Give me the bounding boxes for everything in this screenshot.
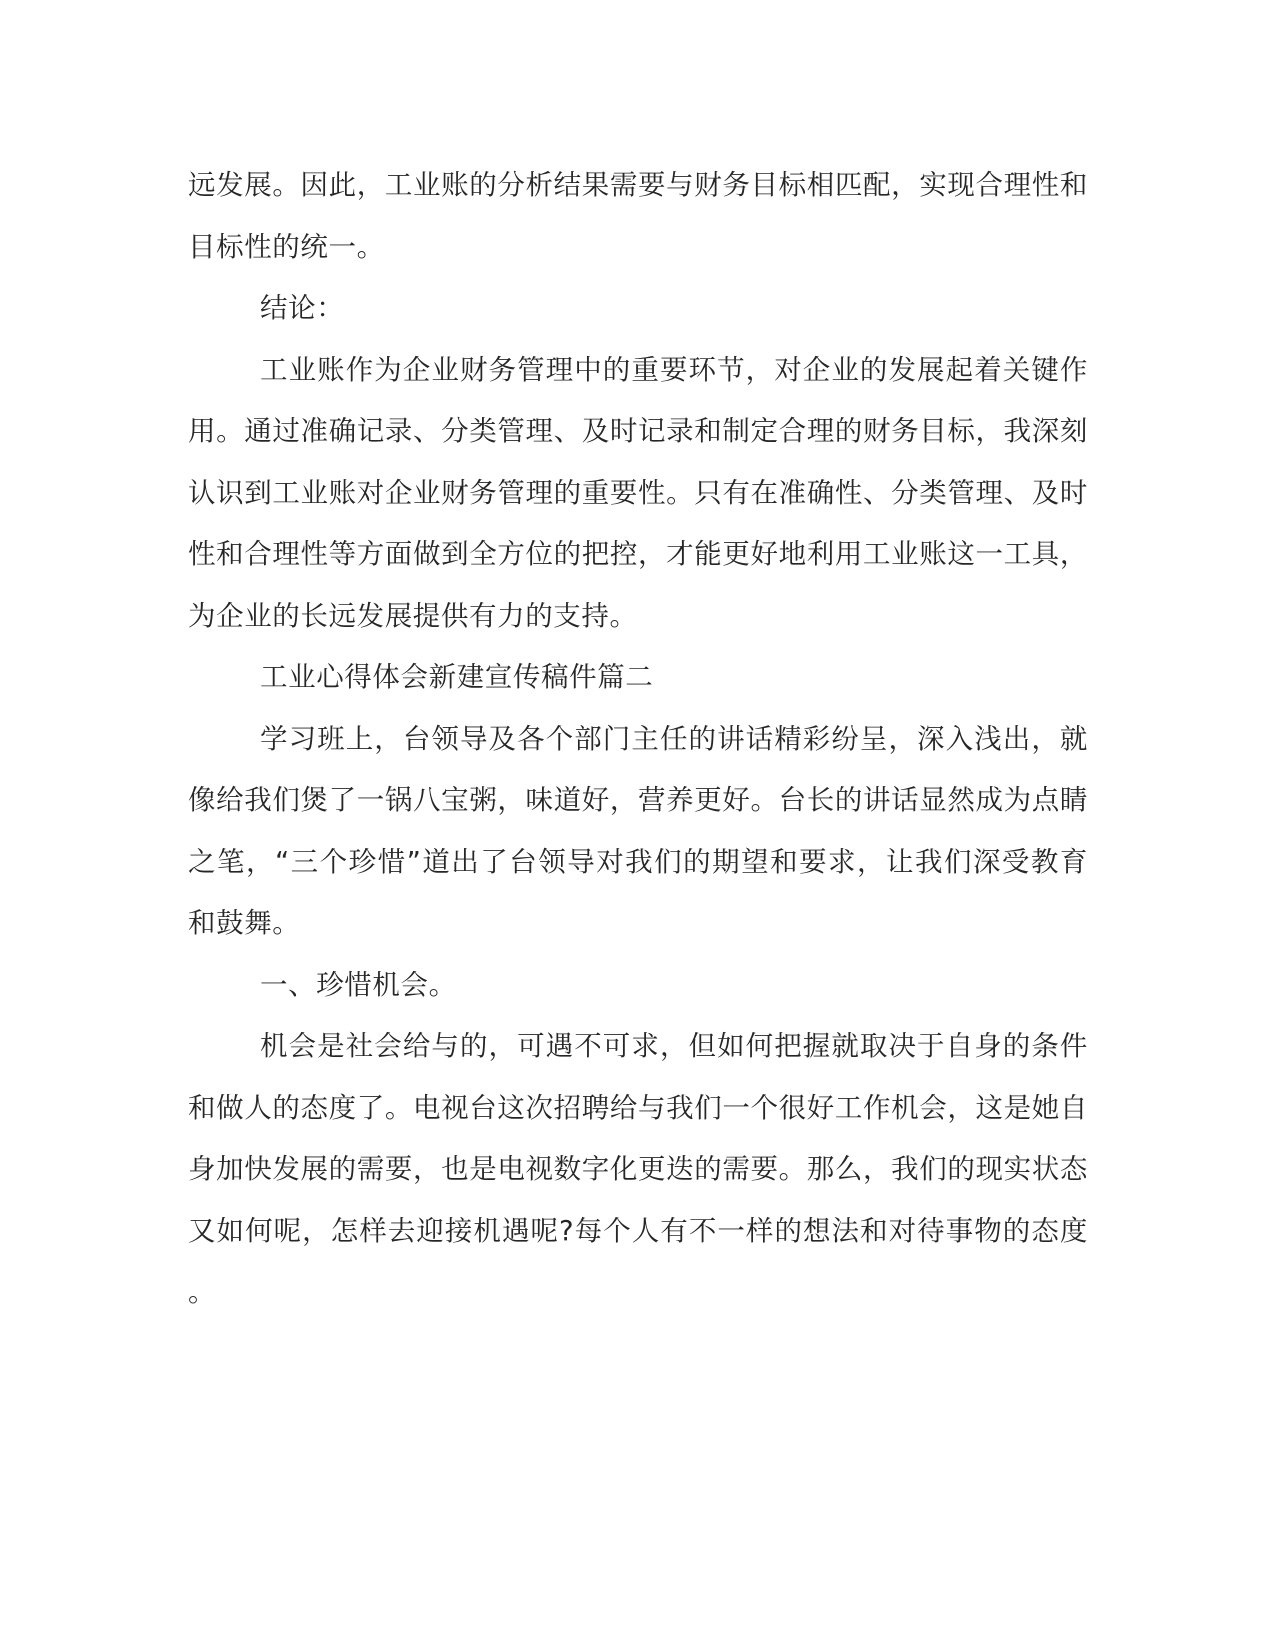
paragraph-intro: 学习班上，台领导及各个部门主任的讲话精彩纷呈，深入浅出，就像给我们煲了一锅八宝粥，味道好，营养更好。台长的讲话显然成为点睛之笔，“三个珍惜”道出了台领导对我们的期望和要求，让我们深受教育和鼓舞。: [188, 722, 1088, 939]
document-body: [188, 155, 1088, 1324]
paragraph-opportunity: 机会是社会给与的，可遇不可求，但如何把握就取决于自身的条件和做人的态度了。电视台这次招聘给与我们一个很好工作机会，这是她自身加快发展的需要，也是电视数字化更迭的需要。那么，我们的现实状态又如何呢，怎样去迎接机遇呢?每个人有不一样的想法和对待事物的态度。: [188, 1030, 1088, 1308]
paragraph-conclusion-heading: 结论：: [260, 292, 345, 324]
paragraph-conclusion: 工业账作为企业财务管理中的重要环节，对企业的发展起着关键作用。通过准确记录、分类管理、及时记录和制定合理的财务目标，我深刻认识到工业账对企业财务管理的重要性。只有在准确性、分类管理、及时性和合理性等方面做到全方位的把控，才能更好地利用工业账这一工具，为企业的长远发展提供有力的支持。: [188, 353, 1088, 632]
paragraph-point-heading: 一、珍惜机会。: [260, 968, 457, 1001]
paragraph-continuation: 远发展。因此，工业账的分析结果需要与财务目标相匹配，实现合理性和目标性的统一。: [188, 169, 1088, 263]
section-title: 工业心得体会新建宣传稿件篇二: [260, 661, 654, 693]
